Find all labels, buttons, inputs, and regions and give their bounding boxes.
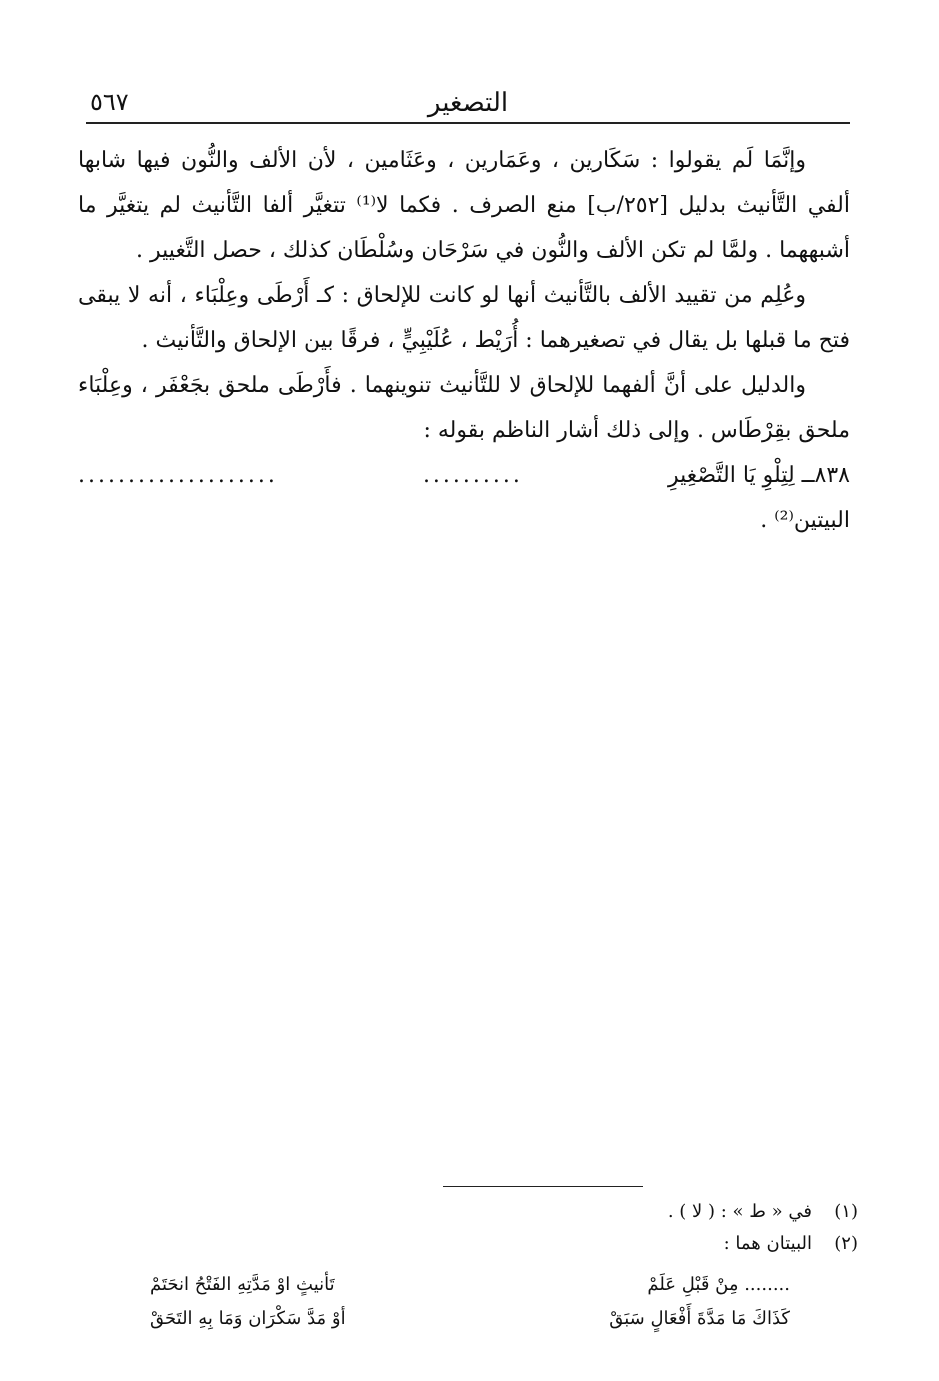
footnote-poem [150,1268,790,1336]
footnote-1 [86,1196,858,1228]
page-header [86,82,850,124]
footnote-2 [86,1228,858,1260]
poem-line [150,1302,790,1336]
footnote-text: البيتان هما : [723,1233,812,1254]
verse-text: ٨٣٨ــ لِتِلْوِ يَا التَّصْغِيرِ [667,463,850,488]
footnote-text: في « ط » : ( لا ) . [667,1201,812,1222]
footnote-separator [443,1186,643,1187]
running-title: التصغير [427,88,509,118]
verse-citation [78,453,850,498]
paragraph-3: والدليل على أنَّ ألفهما للإلحاق لا للتَّأنيث تنوينهما . فأَرْطَى ملحق بجَعْفَر ، وعِلْبَاء ملحق بقِرْطَاس . وإلى ذلك أشار الناظم بقوله : [78,373,850,443]
poem-line [150,1268,790,1302]
footnotes [86,1196,858,1260]
poem-hemistich-first: كَذَاكَ مَا مَدَّةَ أَفْعَالٍ سَبَقْ [609,1308,790,1329]
footnote-number: (١) [834,1201,858,1222]
footnote-number: (٢) [834,1233,858,1254]
paragraph-4: البيتين⁽²⁾ . [760,508,850,533]
paragraph-2: وعُلِم من تقييد الألف بالتَّأنيث أنها لو كانت للإلحاق : كـ أَرْطَى وعِلْبَاء ، أنه لا يبقى فتح ما قبلها بل يقال في تصغيرهما : أُرَيْط ، عُلَيْبِيٍّ ، فرقًا بين الإلحاق والتَّأنيث . [78,283,850,353]
poem-hemistich-second: تَأنيثٍ اوْ مَدَّتِهِ الفَتْحُ انحَتَمْ [150,1274,335,1295]
poem-hemistich-first: ........ مِنْ قَبْلِ عَلَمْ [647,1274,790,1295]
poem-hemistich-second: أوْ مَدَّ سَكْرَان وَمَا بِهِ التَحَقْ [150,1308,346,1329]
paragraph-1: وإنَّمَا لَم يقولوا : سَكَارين ، وعَمَارين ، وعَثَامين ، لأن الألف والنُّون فيها شابها ألفي التَّأنيث بدليل [٢٥٢/ب] منع الصرف . فكما لا⁽¹⁾ تتغيَّر ألفا التَّأنيث لم يتغيَّر ما أشبههما . ولمَّا لم تكن الألف والنُّون في سَرْحَان وسُلْطَان كذلك ، حصل التَّغيير . [78,148,850,263]
page-number: ٥٦٧ [90,88,129,116]
verse-ellipsis-long: .................... [78,463,278,488]
main-text [78,138,850,543]
verse-ellipsis-short: .......... [422,463,523,488]
